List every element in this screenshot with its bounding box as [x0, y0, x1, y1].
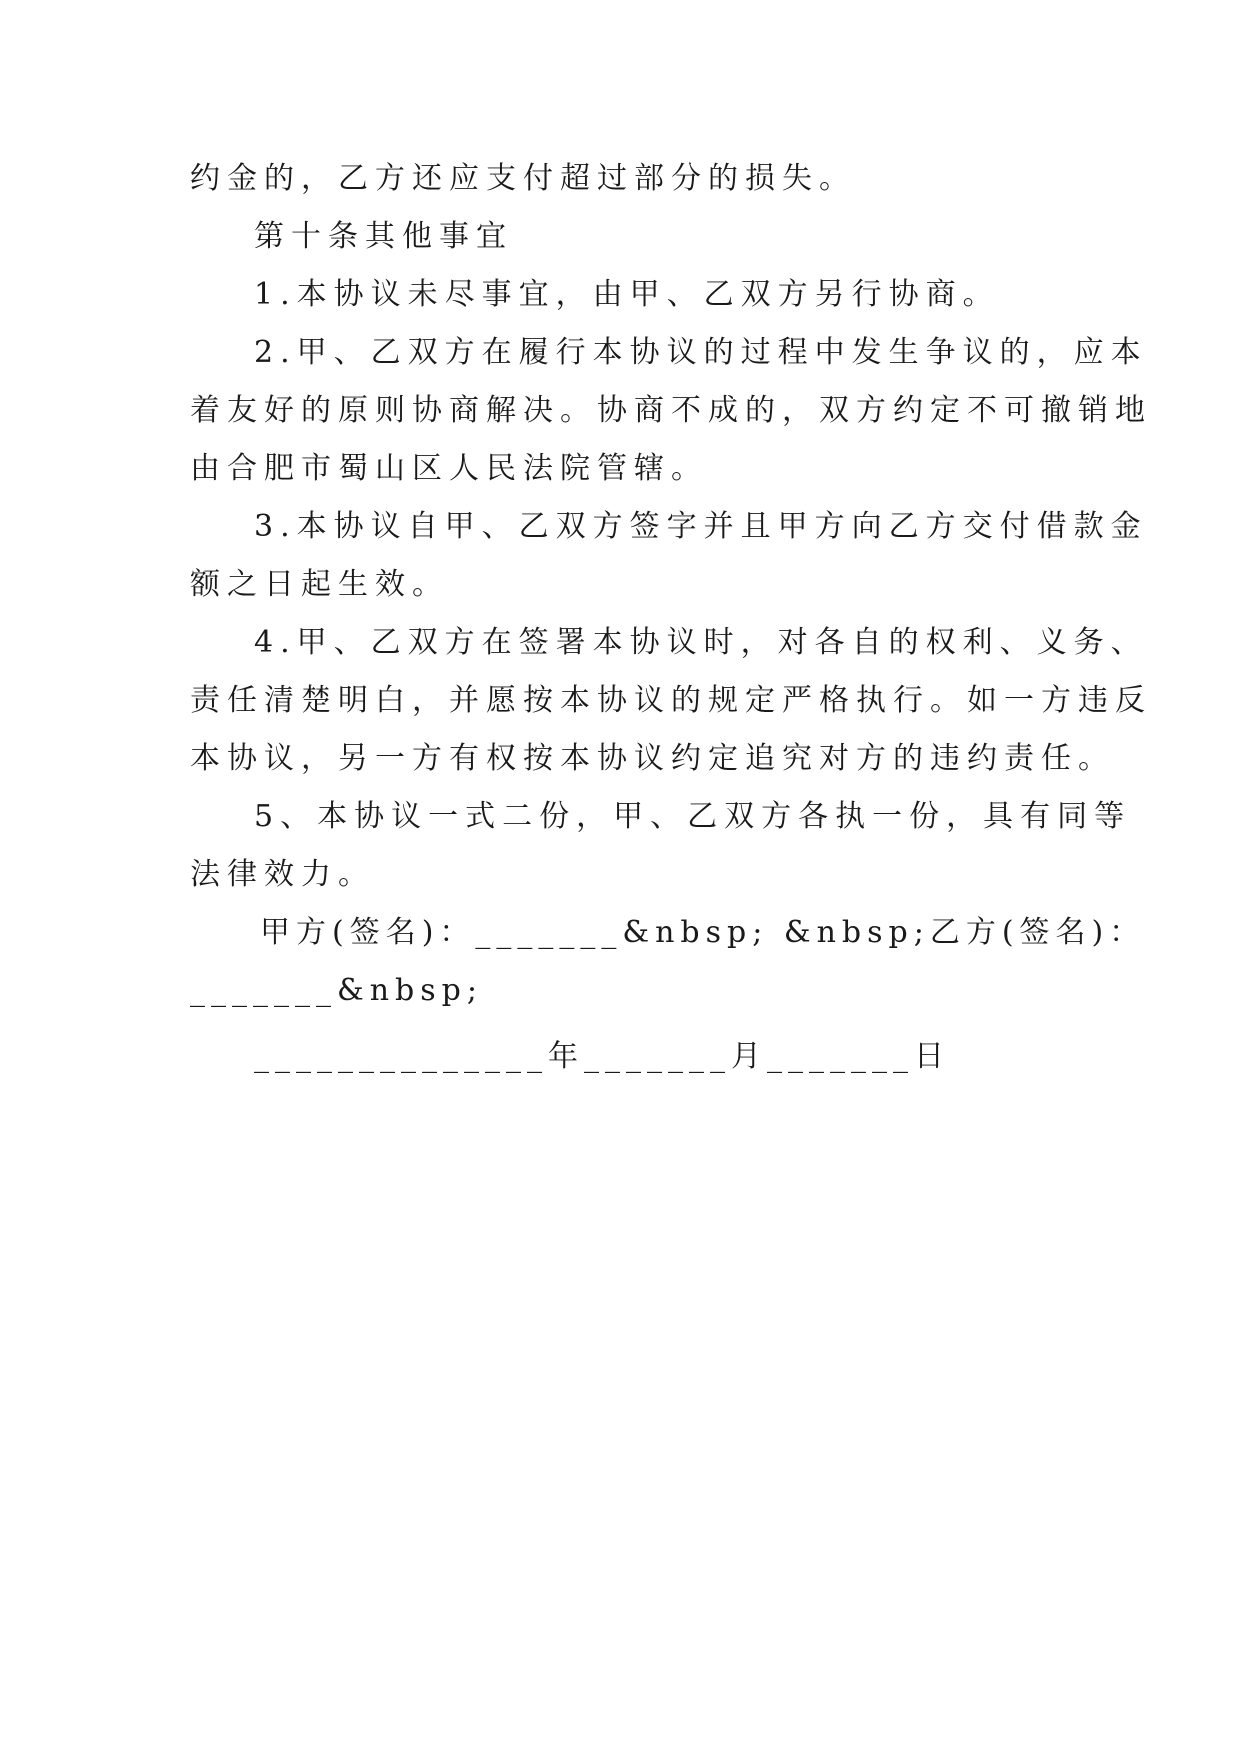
paragraph-line: 着友好的原则协商解决。协商不成的，双方约定不可撤销地: [190, 393, 1152, 428]
paragraph-line: 约金的，乙方还应支付超过部分的损失。: [190, 161, 856, 196]
paragraph-line: 本协议，另一方有权按本协议约定追究对方的违约责任。: [190, 741, 1115, 776]
document-body: [190, 150, 1152, 1086]
paragraph-line: 额之日起生效。: [190, 567, 449, 602]
paragraph-line: 法律效力。: [190, 857, 375, 892]
signature-line: 甲方(签名)：_______&nbsp; &nbsp;乙方(签名)：: [260, 915, 1146, 950]
date-line: ______________年_______月_______日: [254, 1039, 950, 1074]
paragraph-line: 3.本协议自甲、乙双方签字并且甲方向乙方交付借款金: [254, 509, 1148, 544]
paragraph-line: 由合肥市蜀山区人民法院管辖。: [190, 451, 708, 486]
paragraph-line: 1.本协议未尽事宜，由甲、乙双方另行协商。: [254, 277, 1000, 312]
signature-line-continued: _______&nbsp;: [190, 973, 483, 1008]
paragraph-line: 4.甲、乙双方在签署本协议时，对各自的权利、义务、: [254, 625, 1148, 660]
section-heading: 第十条其他事宜: [254, 219, 513, 254]
paragraph-line: 2.甲、乙双方在履行本协议的过程中发生争议的，应本: [254, 335, 1148, 370]
paragraph-line: 5、本协议一式二份，甲、乙双方各执一份，具有同等: [254, 799, 1132, 834]
paragraph-line: 责任清楚明白，并愿按本协议的规定严格执行。如一方违反: [190, 683, 1152, 718]
